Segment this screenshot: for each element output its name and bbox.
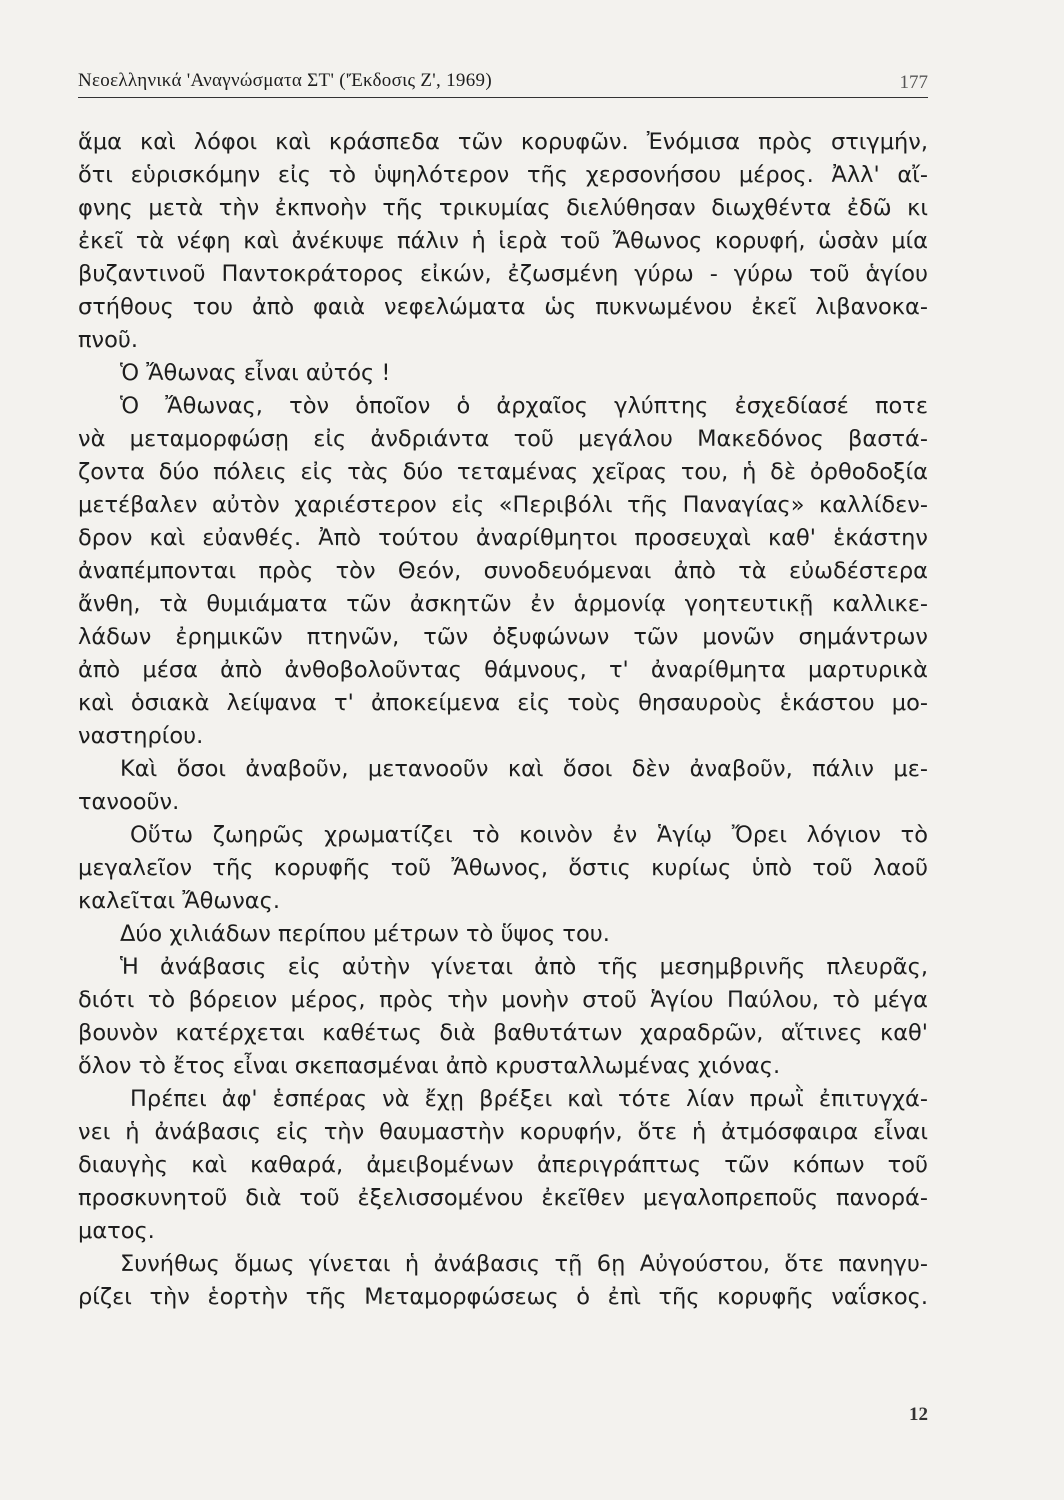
text-line: ἅμα καὶ λόφοι καὶ κράσπεδα τῶν κορυφῶν. Ἐνόμισα πρὸς στιγμήν,	[78, 129, 928, 155]
text-line: Πρέπει ἀφ' ἑσπέρας νὰ ἔχῃ βρέξει καὶ τότε λίαν πρωῒ ἐπιτυγχά-	[130, 1086, 928, 1112]
text-line: νὰ μεταμορφώσῃ εἰς ἀνδριάντα τοῦ μεγάλου Μακεδόνος βαστά-	[78, 426, 928, 452]
signature-mark: 12	[909, 1404, 928, 1425]
running-header	[78, 66, 928, 98]
text-line: διαυγὴς καὶ καθαρά, ἀμειβομένων ἀπεριγράπτως τῶν κόπων τοῦ	[78, 1152, 928, 1178]
text-line: Ὁ Ἄθωνας, τὸν ὁποῖον ὁ ἀρχαῖος γλύπτης ἐσχεδίασέ ποτε	[120, 393, 928, 419]
text-line: φνης μετὰ τὴν ἐκπνοὴν τῆς τρικυμίας διελύθησαν διωχθέντα ἐδῶ κι	[78, 195, 928, 221]
text-line: πνοῦ.	[78, 327, 139, 353]
text-line: βουνὸν κατέρχεται καθέτως διὰ βαθυτάτων χαραδρῶν, αἵτινες καθ'	[78, 1020, 928, 1046]
text-line: Ἡ ἀνάβασις εἰς αὐτὴν γίνεται ἀπὸ τῆς μεσημβρινῆς πλευρᾶς,	[120, 954, 928, 980]
text-line: Καὶ ὅσοι ἀναβοῦν, μετανοοῦν καὶ ὅσοι δὲν ἀναβοῦν, πάλιν με-	[120, 756, 928, 782]
text-line: Οὕτω ζωηρῶς χρωματίζει τὸ κοινὸν ἐν Ἁγίῳ Ὄρει λόγιον τὸ	[130, 822, 928, 848]
header-rule	[78, 97, 928, 98]
text-line: ρίζει τὴν ἑορτὴν τῆς Μεταμορφώσεως ὁ ἐπὶ τῆς κορυφῆς ναΐσκος.	[78, 1284, 928, 1310]
text-line: διότι τὸ βόρειον μέρος, πρὸς τὴν μονὴν στοῦ Ἁγίου Παύλου, τὸ μέγα	[78, 987, 928, 1013]
text-line: νει ἡ ἀνάβασις εἰς τὴν θαυμαστὴν κορυφήν, ὅτε ἡ ἀτμόσφαιρα εἶναι	[78, 1119, 928, 1145]
text-line: ναστηρίου.	[78, 723, 204, 749]
text-line: ζοντα δύο πόλεις εἰς τὰς δύο τεταμένας χεῖρας του, ἡ δὲ ὀρθοδοξία	[78, 459, 928, 485]
text-line: προσκυνητοῦ διὰ τοῦ ἐξελισσομένου ἐκεῖθεν μεγαλοπρεποῦς πανορά-	[78, 1185, 928, 1211]
text-line: Ὁ Ἄθωνας εἶναι αὐτός !	[120, 360, 391, 386]
text-line: ἄνθη, τὰ θυμιάματα τῶν ἀσκητῶν ἐν ἁρμονίᾳ γοητευτικῇ καλλικε-	[78, 591, 928, 617]
page-number: 177	[899, 72, 928, 93]
text-line: ὅλον τὸ ἔτος εἶναι σκεπασμέναι ἀπὸ κρυσταλλωμένας χιόνας.	[78, 1053, 781, 1079]
text-line: λάδων ἐρημικῶν πτηνῶν, τῶν ὀξυφώνων τῶν μονῶν σημάντρων	[78, 624, 928, 650]
text-line: μετέβαλεν αὐτὸν χαριέστερον εἰς «Περιβόλι τῆς Παναγίας» καλλίδεν-	[78, 492, 928, 518]
text-line: ματος.	[78, 1218, 155, 1244]
text-line: μεγαλεῖον τῆς κορυφῆς τοῦ Ἄθωνος, ὅστις κυρίως ὑπὸ τοῦ λαοῦ	[78, 855, 928, 881]
text-line: ἐκεῖ τὰ νέφη καὶ ἀνέκυψε πάλιν ἡ ἱερὰ τοῦ Ἄθωνος κορυφή, ὡσὰν μία	[78, 228, 928, 254]
text-line: καλεῖται Ἄθωνας.	[78, 888, 280, 914]
text-line: τανοοῦν.	[78, 789, 180, 815]
body-text	[78, 126, 928, 1314]
text-line: καὶ ὁσιακὰ λείψανα τ' ἀποκείμενα εἰς τοὺς θησαυροὺς ἑκάστου μο-	[78, 690, 928, 716]
text-line: Συνήθως ὅμως γίνεται ἡ ἀνάβασις τῇ 6ῃ Αὐγούστου, ὅτε πανηγυ-	[120, 1251, 928, 1277]
text-line: δρον καὶ εὐανθές. Ἀπὸ τούτου ἀναρίθμητοι προσευχαὶ καθ' ἑκάστην	[78, 525, 928, 551]
text-line: ἀπὸ μέσα ἀπὸ ἀνθοβολοῦντας θάμνους, τ' ἀναρίθμητα μαρτυρικὰ	[78, 657, 928, 683]
text-line: ὅτι εὑρισκόμην εἰς τὸ ὑψηλότερον τῆς χερσονήσου μέρος. Ἀλλ' αἴ-	[78, 162, 928, 188]
text-line: βυζαντινοῦ Παντοκράτορος εἰκών, ἐζωσμένη γύρω - γύρω τοῦ ἁγίου	[78, 261, 928, 287]
running-title: Νεοελληνικά 'Αναγνώσματα ΣΤ' ('Έκδοσις Ζ', 1969)	[78, 70, 492, 91]
text-line: Δύο χιλιάδων περίπου μέτρων τὸ ὕψος του.	[120, 921, 610, 947]
text-line: στήθους του ἀπὸ φαιὰ νεφελώματα ὡς πυκνωμένου ἐκεῖ λιβανοκα-	[78, 294, 928, 320]
text-line: ἀναπέμπονται πρὸς τὸν Θεόν, συνοδευόμεναι ἀπὸ τὰ εὐωδέστερα	[78, 558, 928, 584]
